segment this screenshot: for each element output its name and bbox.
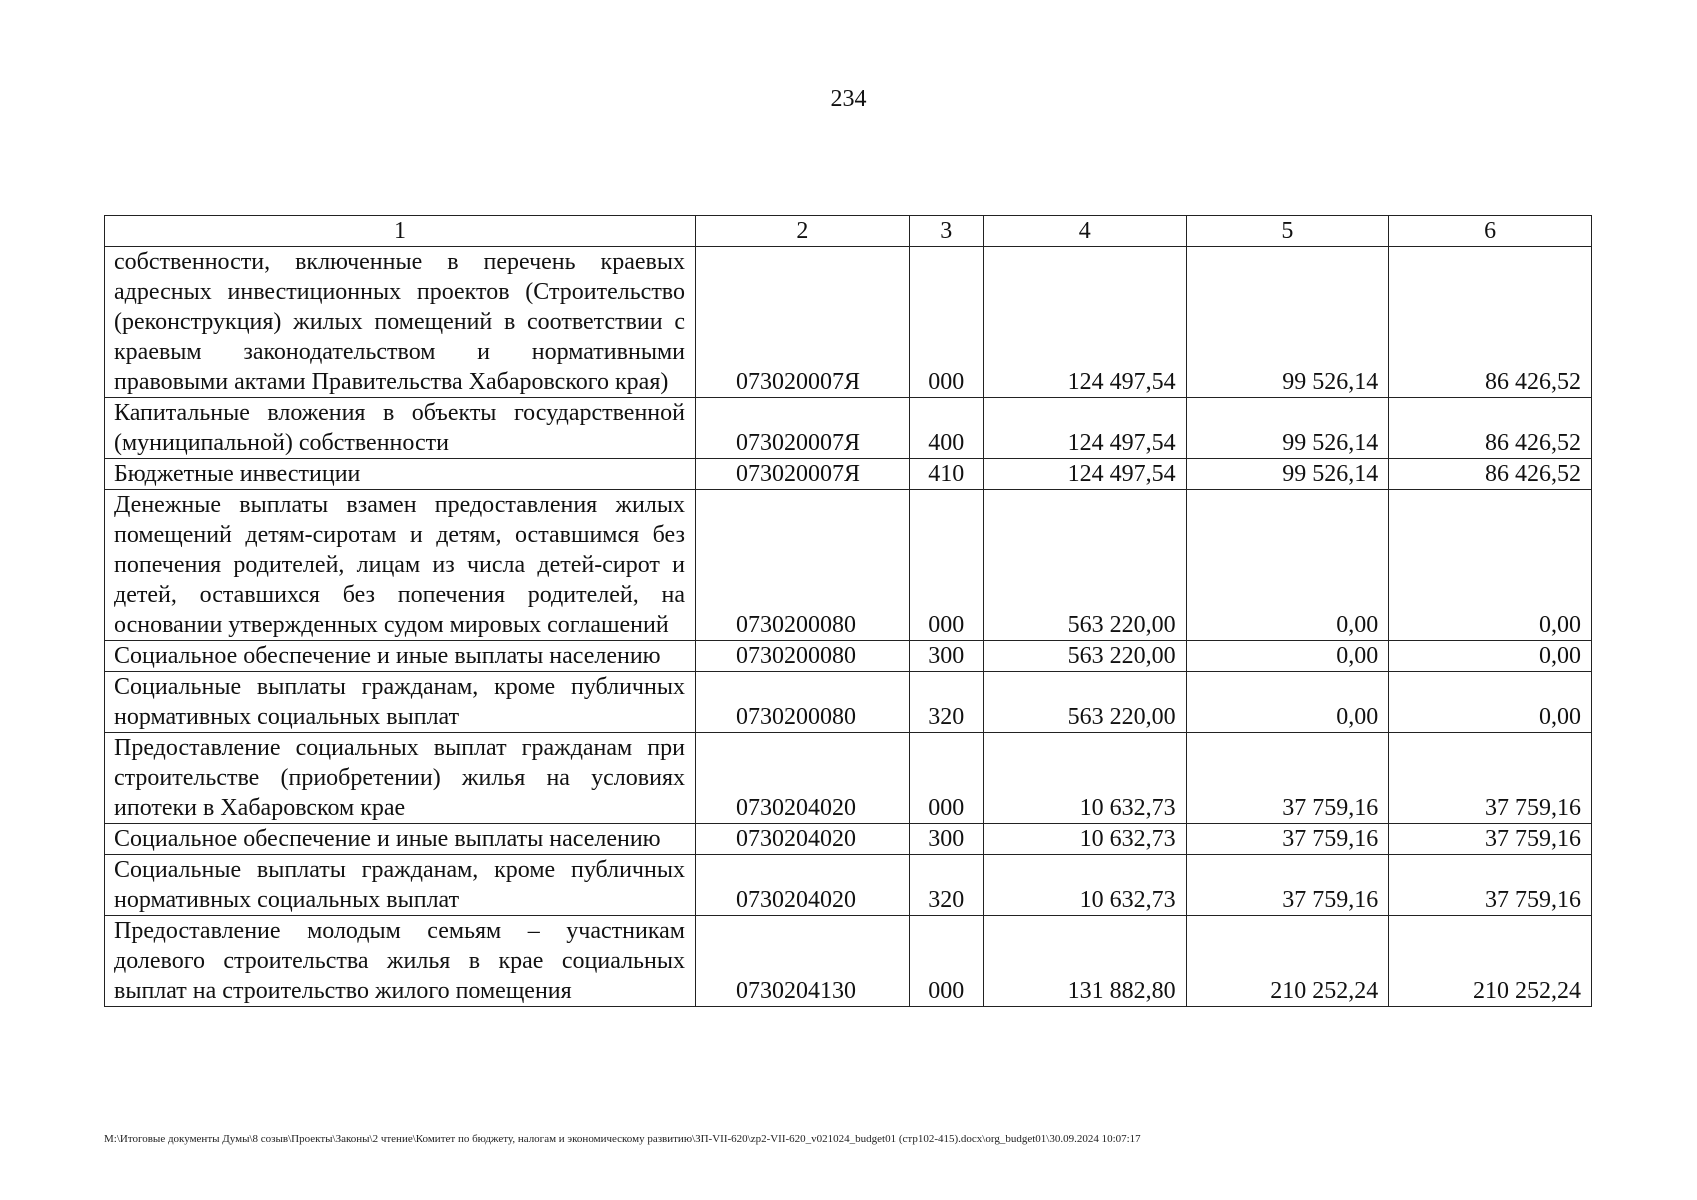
row-value-1: 563 220,00 [983,490,1186,641]
row-value-2: 99 526,14 [1186,247,1389,398]
row-code: 073020007Я [695,247,909,398]
row-type: 000 [909,247,983,398]
table-header [105,216,1592,247]
row-name: Предоставление социальных выплат гражданам при строительстве (приобретении) жилья на условиях ипотеки в Хабаровском крае [105,733,696,824]
row-type: 410 [909,459,983,490]
row-value-1: 131 882,80 [983,916,1186,1007]
table-row [105,672,1592,733]
row-value-2: 0,00 [1186,672,1389,733]
row-type: 300 [909,824,983,855]
row-type: 000 [909,916,983,1007]
row-name: Капитальные вложения в объекты государственной (муниципальной) собственности [105,398,696,459]
row-value-1: 563 220,00 [983,672,1186,733]
row-value-2: 37 759,16 [1186,855,1389,916]
page-number: 234 [830,86,867,112]
footer-file-path: М:\Итоговые документы Думы\8 созыв\Проекты\Законы\2 чтение\Комитет по бюджету, налогам и экономическому развитию\ЗП-VII-620\zp2-VII-620_v021024_budget01 (стр102-415).docx\org_budget01\30.09.2024 10:07:17 [104,1133,1141,1145]
header-col-2: 2 [695,216,909,247]
row-value-3: 86 426,52 [1389,398,1592,459]
row-type: 320 [909,855,983,916]
row-name: Социальное обеспечение и иные выплаты населению [105,824,696,855]
row-type: 400 [909,398,983,459]
table-row [105,916,1592,1007]
row-type: 000 [909,733,983,824]
row-value-1: 124 497,54 [983,459,1186,490]
row-code: 0730200080 [695,641,909,672]
row-code: 0730204020 [695,855,909,916]
header-col-1: 1 [105,216,696,247]
row-value-2: 37 759,16 [1186,824,1389,855]
budget-table [104,215,1592,1007]
row-type: 320 [909,672,983,733]
table-body [105,247,1592,1007]
row-code: 0730200080 [695,672,909,733]
row-name: Бюджетные инвестиции [105,459,696,490]
header-col-6: 6 [1389,216,1592,247]
row-value-3: 37 759,16 [1389,824,1592,855]
row-value-2: 0,00 [1186,641,1389,672]
header-col-3: 3 [909,216,983,247]
row-value-3: 86 426,52 [1389,247,1592,398]
row-code: 0730204130 [695,916,909,1007]
row-value-3: 0,00 [1389,672,1592,733]
row-name: собственности, включенные в перечень краевых адресных инвестиционных проектов (Строительство (реконструкция) жилых помещений в соответствии с краевым законодательством и нормативными правовыми актами Правительства Хабаровского края) [105,247,696,398]
row-name: Социальные выплаты гражданам, кроме публичных нормативных социальных выплат [105,855,696,916]
header-col-4: 4 [983,216,1186,247]
table-row [105,855,1592,916]
table-row [105,641,1592,672]
row-value-2: 210 252,24 [1186,916,1389,1007]
row-value-2: 37 759,16 [1186,733,1389,824]
row-value-3: 210 252,24 [1389,916,1592,1007]
table-row [105,459,1592,490]
row-value-1: 563 220,00 [983,641,1186,672]
row-value-3: 37 759,16 [1389,855,1592,916]
row-value-3: 86 426,52 [1389,459,1592,490]
row-value-3: 0,00 [1389,490,1592,641]
header-col-5: 5 [1186,216,1389,247]
row-value-1: 10 632,73 [983,824,1186,855]
row-value-3: 37 759,16 [1389,733,1592,824]
table-row [105,247,1592,398]
table-row [105,490,1592,641]
row-name: Социальное обеспечение и иные выплаты населению [105,641,696,672]
table-row [105,733,1592,824]
row-value-1: 124 497,54 [983,398,1186,459]
table-row [105,398,1592,459]
row-code: 0730204020 [695,824,909,855]
row-value-2: 0,00 [1186,490,1389,641]
row-code: 073020007Я [695,459,909,490]
row-type: 000 [909,490,983,641]
row-code: 0730200080 [695,490,909,641]
row-type: 300 [909,641,983,672]
table-header-row [105,216,1592,247]
row-name: Денежные выплаты взамен предоставления жилых помещений детям-сиротам и детям, оставшимся без попечения родителей, лицам из числа детей-сирот и детей, оставшихся без попечения родителей, на основании утвержденных судом мировых соглашений [105,490,696,641]
row-name: Социальные выплаты гражданам, кроме публичных нормативных социальных выплат [105,672,696,733]
row-code: 0730204020 [695,733,909,824]
row-value-1: 10 632,73 [983,733,1186,824]
row-value-3: 0,00 [1389,641,1592,672]
row-value-1: 124 497,54 [983,247,1186,398]
row-value-2: 99 526,14 [1186,459,1389,490]
row-value-1: 10 632,73 [983,855,1186,916]
table-row [105,824,1592,855]
row-value-2: 99 526,14 [1186,398,1389,459]
row-name: Предоставление молодым семьям – участникам долевого строительства жилья в крае социальных выплат на строительство жилого помещения [105,916,696,1007]
row-code: 073020007Я [695,398,909,459]
